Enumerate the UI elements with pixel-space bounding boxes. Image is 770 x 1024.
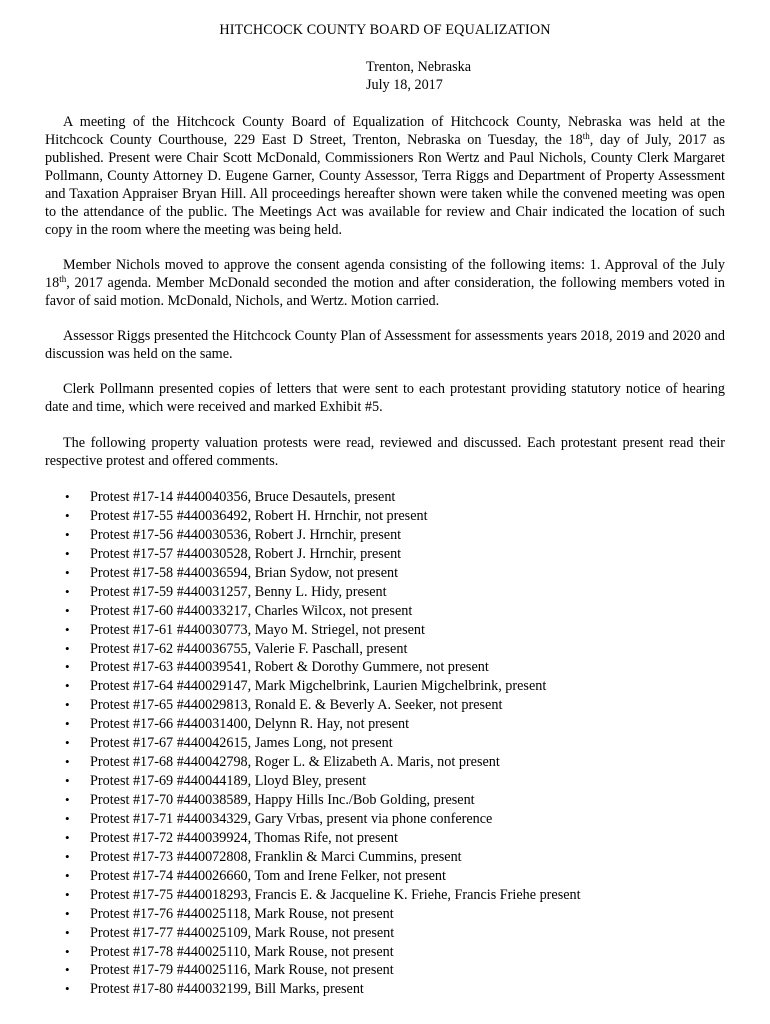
list-item — [65, 715, 725, 734]
protest-entry: Protest #17-68 #440042798, Roger L. & Elizabeth A. Maris, not present — [90, 754, 500, 771]
bullet-icon: • — [65, 886, 70, 902]
list-item — [65, 526, 725, 545]
protest-entry: Protest #17-56 #440030536, Robert J. Hrnchir, present — [90, 526, 402, 543]
bullet-icon: • — [65, 716, 70, 732]
protest-entry: Protest #17-66 #440031400, Delynn R. Hay, not present — [90, 716, 410, 733]
protest-entry: Protest #17-79 #440025116, Mark Rouse, not present — [90, 962, 394, 979]
meeting-location: Trenton, Nebraska — [366, 59, 472, 75]
paragraph-protests-intro — [45, 434, 725, 470]
list-item — [65, 772, 725, 791]
list-item — [65, 507, 725, 526]
protest-entry: Protest #17-62 #440036755, Valerie F. Paschall, present — [90, 640, 408, 657]
list-item — [65, 488, 725, 507]
list-item — [65, 791, 725, 810]
bullet-icon: • — [65, 507, 70, 523]
paragraph-text: Member Nichols moved to approve the consent agenda consisting of the following items: 1. Approval of the July 18 — [45, 257, 725, 291]
meeting-date: July 18, 2017 — [366, 77, 443, 93]
protest-list — [65, 488, 725, 999]
protest-entry: Protest #17-59 #440031257, Benny L. Hidy, present — [90, 583, 387, 600]
paragraph-text: , day of July, 2017 as published. Present were Chair Scott McDonald, Commissioners Ron Wertz and Paul Nichols, County Clerk Margaret Pollmann, County Attorney D. Eugene Garner, County Assessor, Terra Riggs and Department of Property Assessment and Taxation Appraiser Bryan Hill. All proceedings hereafter shown were taken while the convened meeting was open to the attendance of the public. The Meetings Act was available for review and Chair indicated the location of such copy in the room where the meeting was being held. — [45, 132, 725, 238]
list-item — [65, 810, 725, 829]
bullet-icon: • — [65, 602, 70, 618]
protest-entry: Protest #17-58 #440036594, Brian Sydow, not present — [90, 564, 399, 581]
paragraph-consent-agenda — [45, 256, 725, 310]
protest-entry: Protest #17-60 #440033217, Charles Wilcox, not present — [90, 602, 413, 619]
ordinal-suffix: th — [59, 274, 67, 284]
bullet-icon: • — [65, 962, 70, 978]
document-title: HITCHCOCK COUNTY BOARD OF EQUALIZATION — [219, 22, 551, 38]
protest-entry: Protest #17-69 #440044189, Lloyd Bley, present — [90, 773, 367, 790]
protest-entry: Protest #17-74 #440026660, Tom and Irene Felker, not present — [90, 867, 446, 884]
bullet-icon: • — [65, 697, 70, 713]
bullet-icon: • — [65, 810, 70, 826]
paragraph-text: , 2017 agenda. Member McDonald seconded the motion and after consideration, the following members voted in favor of said motion. McDonald, Nichols, and Wertz. Motion carried. — [45, 275, 725, 309]
list-item — [65, 658, 725, 677]
list-item — [65, 886, 725, 905]
protest-entry: Protest #17-70 #440038589, Happy Hills Inc./Bob Golding, present — [90, 792, 475, 808]
protest-entry: Protest #17-76 #440025118, Mark Rouse, not present — [90, 905, 394, 922]
bullet-icon: • — [65, 621, 70, 637]
bullet-icon: • — [65, 583, 70, 599]
bullet-icon: • — [65, 735, 70, 751]
paragraph-meeting-intro — [45, 113, 725, 239]
bullet-icon: • — [65, 867, 70, 883]
list-item — [65, 564, 725, 583]
protest-entry: Protest #17-67 #440042615, James Long, not present — [90, 735, 393, 752]
bullet-icon: • — [65, 678, 70, 694]
bullet-icon: • — [65, 545, 70, 561]
bullet-icon: • — [65, 526, 70, 542]
protest-entry: Protest #17-65 #440029813, Ronald E. & Beverly A. Seeker, not present — [90, 697, 503, 714]
ordinal-suffix: th — [582, 131, 590, 141]
list-item — [65, 753, 725, 772]
bullet-icon: • — [65, 640, 70, 656]
list-item — [65, 980, 725, 999]
list-item — [65, 621, 725, 640]
protest-entry: Protest #17-73 #440072808, Franklin & Marci Cummins, present — [90, 848, 462, 865]
list-item — [65, 848, 725, 867]
bullet-icon: • — [65, 924, 70, 940]
list-item — [65, 905, 725, 924]
list-item — [65, 602, 725, 621]
list-item — [65, 943, 725, 962]
list-item — [65, 545, 725, 564]
list-item — [65, 867, 725, 886]
list-item — [65, 829, 725, 848]
bullet-icon: • — [65, 905, 70, 921]
protest-entry: Protest #17-75 #440018293, Francis E. & Jacqueline K. Friehe, Francis Friehe present — [90, 886, 581, 903]
list-item — [65, 924, 725, 943]
protest-entry: Protest #17-64 #440029147, Mark Migchelbrink, Laurien Migchelbrink, present — [90, 678, 547, 695]
list-item — [65, 734, 725, 753]
bullet-icon: • — [65, 981, 70, 997]
bullet-icon: • — [65, 773, 70, 789]
paragraph-text: A meeting of the Hitchcock County Board of Equalization of Hitchcock County, Nebraska was held at the Hitchcock County Courthouse, 229 East D Street, Trenton, Nebraska on Tuesday, the 18 — [45, 114, 725, 148]
bullet-icon: • — [65, 754, 70, 770]
bullet-icon: • — [65, 829, 70, 845]
paragraph-text: Clerk Pollmann presented copies of letters that were sent to each protestant providing statutory notice of hearing date and time, which were received and marked Exhibit #5. — [45, 381, 725, 415]
paragraph-plan-of-assessment — [45, 327, 725, 363]
list-item — [65, 677, 725, 696]
protest-entry: Protest #17-78 #440025110, Mark Rouse, not present — [90, 943, 394, 960]
protest-entry: Protest #17-71 #440034329, Gary Vrbas, present via phone conference — [90, 810, 493, 827]
protest-entry: Protest #17-72 #440039924, Thomas Rife, not present — [90, 829, 398, 846]
bullet-icon: • — [65, 564, 70, 580]
list-item — [65, 961, 725, 980]
protest-entry: Protest #17-55 #440036492, Robert H. Hrnchir, not present — [90, 507, 428, 524]
protest-entry: Protest #17-14 #440040356, Bruce Desautels, present — [90, 489, 396, 505]
bullet-icon: • — [65, 792, 70, 807]
protest-entry: Protest #17-77 #440025109, Mark Rouse, not present — [90, 924, 395, 941]
bullet-icon: • — [65, 943, 70, 959]
protest-entry: Protest #17-57 #440030528, Robert J. Hrnchir, present — [90, 545, 402, 562]
list-item — [65, 640, 725, 659]
bullet-icon: • — [65, 489, 70, 504]
paragraph-text: Assessor Riggs presented the Hitchcock County Plan of Assessment for assessments years 2018, 2019 and 2020 and discussion was held on the same. — [45, 328, 725, 362]
bullet-icon: • — [65, 848, 70, 864]
protest-entry: Protest #17-80 #440032199, Bill Marks, present — [90, 981, 364, 998]
paragraph-notice-letters — [45, 380, 725, 416]
meeting-place-date — [366, 58, 516, 94]
paragraph-text: The following property valuation protests were read, reviewed and discussed. Each protestant present read their respective protest and offered comments. — [45, 435, 725, 469]
protest-entry: Protest #17-61 #440030773, Mayo M. Striegel, not present — [90, 621, 425, 638]
list-item — [65, 696, 725, 715]
list-item — [65, 583, 725, 602]
bullet-icon: • — [65, 659, 70, 675]
protest-entry: Protest #17-63 #440039541, Robert & Dorothy Gummere, not present — [90, 659, 489, 676]
